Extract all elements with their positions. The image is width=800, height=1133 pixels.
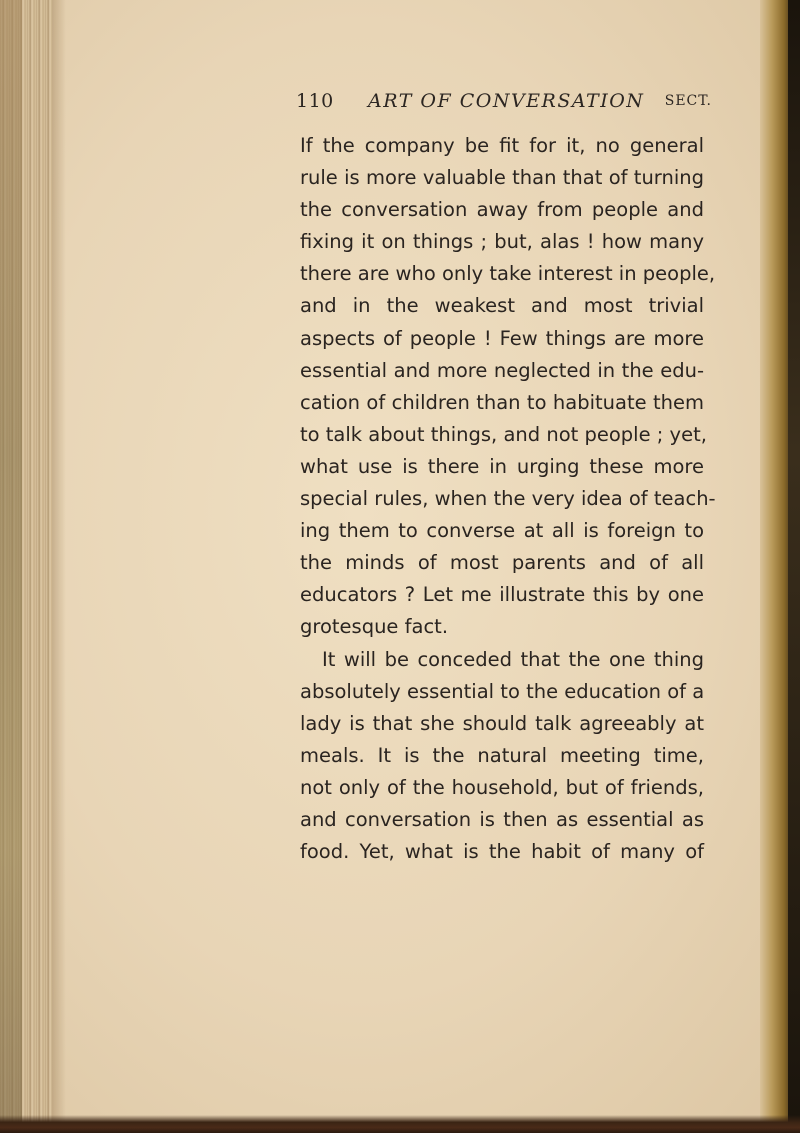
text-line: educators ? Let me illustrate this by one	[300, 583, 704, 607]
text-line: ing them to converse at all is foreign to	[300, 519, 704, 543]
text-line: fixing it on things ; but, alas ! how many	[300, 230, 704, 254]
cover-edge-bottom	[0, 1115, 800, 1133]
body-text	[300, 130, 716, 868]
text-line: If the company be fit for it, no general	[300, 134, 704, 157]
text-line: food. Yet, what is the habit of many of	[300, 840, 704, 864]
page-number: 110	[296, 90, 334, 112]
text-line: lady is that she should talk agreeably at	[300, 711, 704, 735]
text-line: there are who only take interest in people,	[300, 262, 716, 286]
cover-edge-dark	[788, 0, 800, 1133]
text-line: and conversation is then as essential as	[300, 807, 704, 831]
text-line: grotesque fact.	[300, 615, 449, 639]
text-line: special rules, when the very idea of teach-	[300, 487, 716, 511]
text-line: the conversation away from people and	[300, 198, 704, 222]
text-line: It will be conceded that the one thing	[322, 647, 704, 671]
text-line: the minds of most parents and of all	[300, 551, 704, 575]
running-head	[296, 88, 716, 114]
section-label: SECT.	[664, 93, 712, 109]
text-line: absolutely essential to the education of a	[300, 679, 705, 703]
text-line: aspects of people ! Few things are more	[300, 326, 704, 350]
text-line: to talk about things, and not people ; yet,	[300, 422, 707, 446]
binding-tint	[0, 0, 22, 1133]
text-line: meals. It is the natural meeting time,	[300, 743, 704, 767]
cover-edge-right	[760, 0, 800, 1133]
text-line: what use is there in urging these more	[300, 454, 704, 478]
text-line: cation of children than to habituate them	[300, 390, 704, 414]
text-line: and in the weakest and most trivial	[300, 294, 704, 318]
binding-edge-left	[0, 0, 52, 1133]
text-line: rule is more valuable than that of turning	[300, 166, 704, 190]
running-title: ART OF CONVERSATION	[368, 90, 645, 112]
text-line: not only of the household, but of friends,	[300, 775, 704, 799]
text-line: essential and more neglected in the edu-	[300, 358, 704, 382]
